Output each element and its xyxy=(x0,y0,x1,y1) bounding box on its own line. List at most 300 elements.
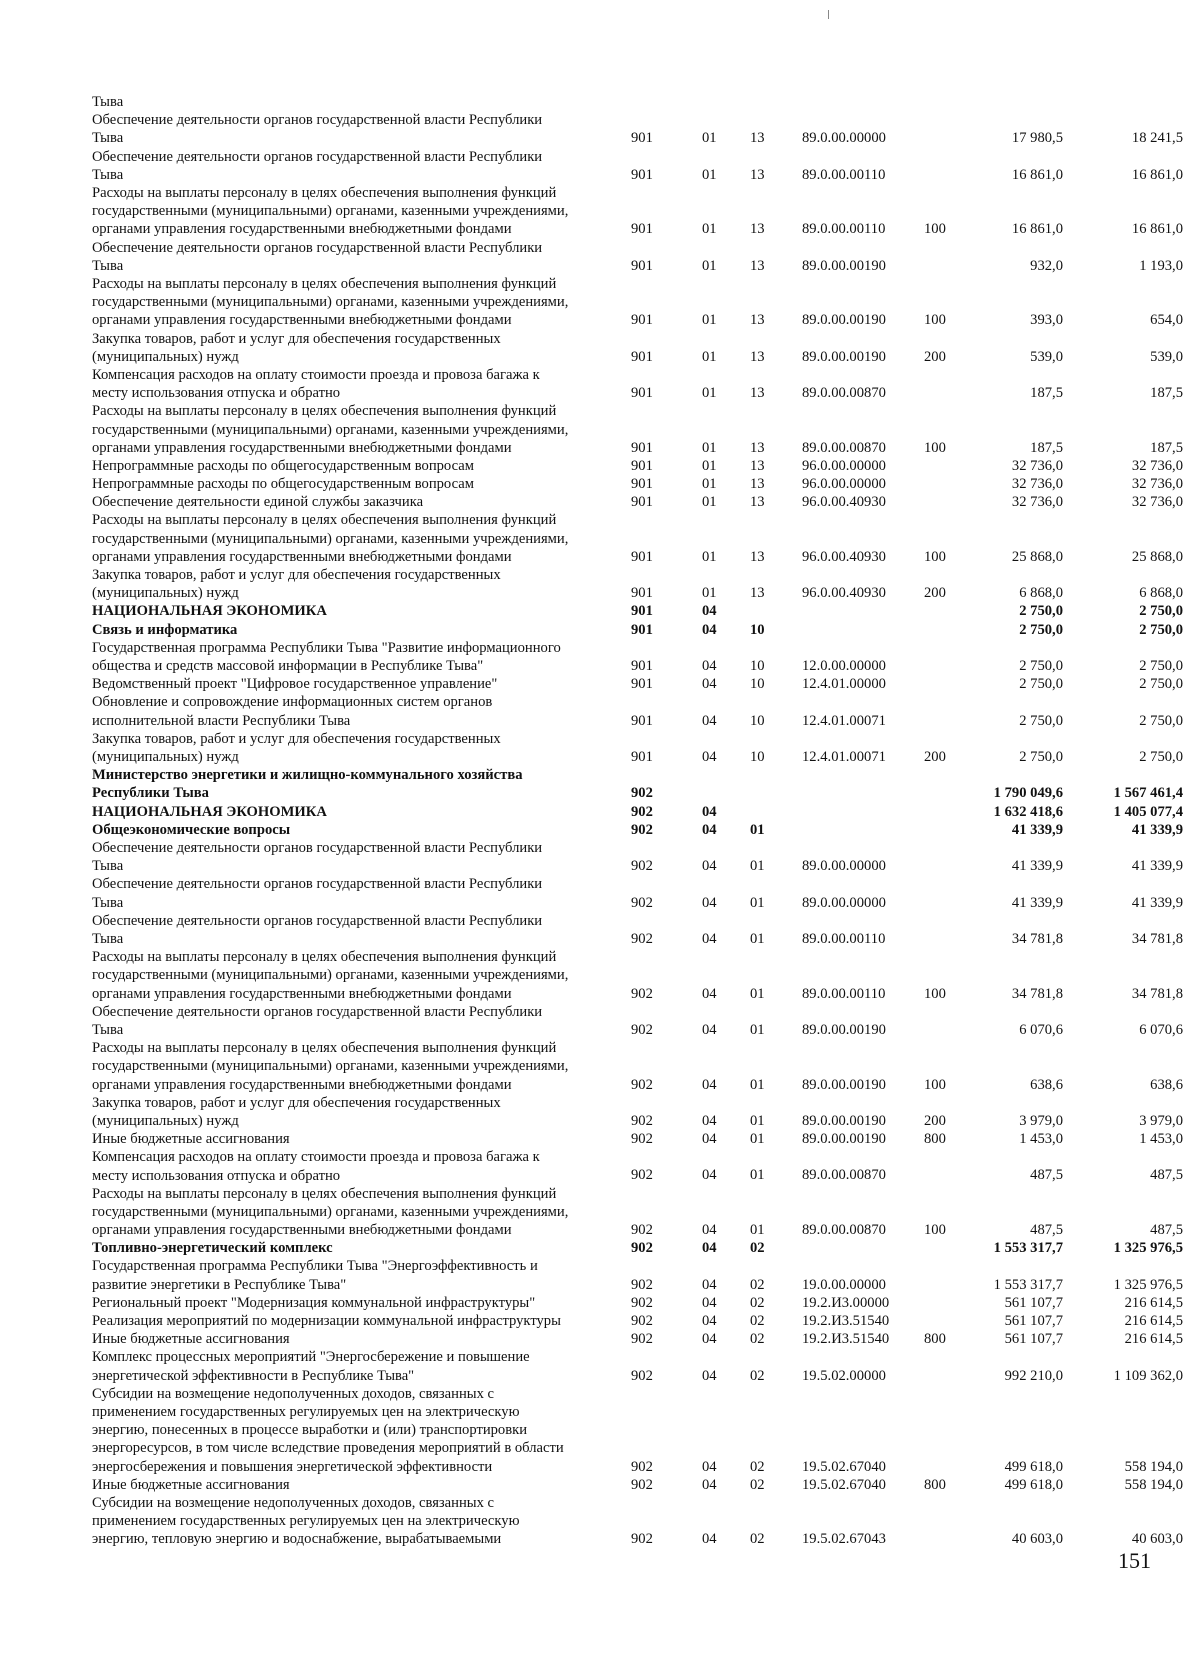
row-description xyxy=(92,1348,612,1384)
table-row xyxy=(0,457,1200,475)
subsection-code: 13 xyxy=(750,457,765,474)
amount-year-2: 41 339,9 xyxy=(1131,894,1183,911)
ministry-code: 902 xyxy=(631,1531,653,1548)
row-description xyxy=(92,730,612,766)
subsection-code: 13 xyxy=(750,348,765,365)
amount-year-2: 32 736,0 xyxy=(1131,457,1183,474)
table-row xyxy=(0,330,1200,366)
ministry-code: 901 xyxy=(631,476,653,493)
section-code: 01 xyxy=(702,585,717,602)
subsection-code: 02 xyxy=(750,1531,765,1548)
ministry-code: 902 xyxy=(631,1367,653,1384)
target-article-code: 12.4.01.00000 xyxy=(802,676,886,693)
description-line: развитие энергетики в Республике Тыва" xyxy=(92,1276,347,1293)
target-article-code: 89.0.00.00870 xyxy=(802,439,886,456)
row-description xyxy=(92,821,612,839)
description-line: Тыва xyxy=(92,257,124,274)
target-article-code: 19.5.02.67040 xyxy=(802,1458,886,1475)
description-line: Государственная программа Республики Тыва "Развитие информационного xyxy=(92,639,561,656)
section-code: 04 xyxy=(702,1331,717,1348)
amount-year-1: 2 750,0 xyxy=(1019,658,1063,675)
description-line: Расходы на выплаты персоналу в целях обеспечения выполнения функций xyxy=(92,184,557,201)
description-line: государственными (муниципальными) органами, казенными учреждениями, xyxy=(92,530,569,547)
description-line: Тыва xyxy=(92,930,124,947)
description-line: органами управления государственными внебюджетными фондами xyxy=(92,548,512,565)
amount-year-2: 216 614,5 xyxy=(1124,1294,1183,1311)
subsection-code: 02 xyxy=(750,1313,765,1330)
section-code: 04 xyxy=(702,1076,717,1093)
ministry-code: 901 xyxy=(631,348,653,365)
description-line: НАЦИОНАЛЬНАЯ ЭКОНОМИКА xyxy=(92,803,327,820)
amount-year-1: 2 750,0 xyxy=(1019,603,1063,620)
table-row xyxy=(0,111,1200,147)
amount-year-2: 32 736,0 xyxy=(1131,494,1183,511)
row-description xyxy=(92,93,612,111)
target-article-code: 89.0.00.00110 xyxy=(802,985,886,1002)
description-line: Тыва xyxy=(92,858,124,875)
amount-year-2: 487,5 xyxy=(1150,1222,1183,1239)
section-code: 04 xyxy=(702,1458,717,1475)
target-article-code: 89.0.00.00190 xyxy=(802,312,886,329)
target-article-code: 12.4.01.00071 xyxy=(802,749,886,765)
amount-year-2: 558 194,0 xyxy=(1124,1458,1183,1475)
amount-year-2: 2 750,0 xyxy=(1139,749,1183,765)
ministry-code: 902 xyxy=(631,858,653,875)
section-code: 01 xyxy=(702,494,717,511)
target-article-code: 12.4.01.00071 xyxy=(802,712,886,729)
amount-year-1: 1 553 317,7 xyxy=(993,1240,1063,1257)
table-row xyxy=(0,475,1200,493)
expense-type-code: 200 xyxy=(924,348,946,365)
amount-year-2: 1 325 976,5 xyxy=(1113,1240,1183,1257)
description-line: Компенсация расходов на оплату стоимости проезда и провоза багажа к xyxy=(92,366,540,383)
description-line: государственными (муниципальными) органами, казенными учреждениями, xyxy=(92,1058,569,1075)
amount-year-1: 41 339,9 xyxy=(1011,821,1063,838)
row-description xyxy=(92,366,612,402)
ministry-code: 902 xyxy=(631,1112,653,1129)
table-row xyxy=(0,675,1200,693)
target-article-code: 19.5.02.67043 xyxy=(802,1531,886,1548)
description-line: Закупка товаров, работ и услуг для обеспечения государственных xyxy=(92,330,501,347)
amount-year-1: 1 790 049,6 xyxy=(993,785,1063,802)
table-row xyxy=(0,821,1200,839)
ministry-code: 902 xyxy=(631,821,653,838)
section-code: 04 xyxy=(702,658,717,675)
subsection-code: 01 xyxy=(750,1167,765,1184)
table-row xyxy=(0,493,1200,511)
row-description xyxy=(92,184,612,239)
section-code: 04 xyxy=(702,821,717,838)
section-code: 01 xyxy=(702,166,717,183)
amount-year-2: 2 750,0 xyxy=(1139,621,1183,638)
table-row xyxy=(0,1148,1200,1184)
subsection-code: 02 xyxy=(750,1240,765,1257)
table-row xyxy=(0,366,1200,402)
description-line: Непрограммные расходы по общегосударственным вопросам xyxy=(92,457,474,474)
description-line: Тыва xyxy=(92,130,124,147)
ministry-code: 901 xyxy=(631,494,653,511)
amount-year-2: 1 325 976,5 xyxy=(1113,1276,1183,1293)
target-article-code: 19.5.02.67040 xyxy=(802,1476,886,1493)
table-row xyxy=(0,239,1200,275)
expense-type-code: 100 xyxy=(924,1222,946,1239)
amount-year-1: 561 107,7 xyxy=(1004,1294,1063,1311)
row-description xyxy=(92,639,612,675)
description-line: Ведомственный проект "Цифровое государственное управление" xyxy=(92,676,498,693)
ministry-code: 901 xyxy=(631,457,653,474)
amount-year-2: 40 603,0 xyxy=(1131,1531,1183,1548)
row-description xyxy=(92,1039,612,1094)
description-line: органами управления государственными внебюджетными фондами xyxy=(92,985,512,1002)
ministry-code: 902 xyxy=(631,1331,653,1348)
subsection-code: 13 xyxy=(750,585,765,602)
ministry-code: 901 xyxy=(631,712,653,729)
amount-year-1: 2 750,0 xyxy=(1019,712,1063,729)
target-article-code: 96.0.00.40930 xyxy=(802,494,886,511)
amount-year-1: 561 107,7 xyxy=(1004,1331,1063,1348)
amount-year-1: 1 453,0 xyxy=(1019,1131,1063,1148)
amount-year-2: 2 750,0 xyxy=(1139,603,1183,620)
row-description xyxy=(92,803,612,821)
row-description xyxy=(92,1312,612,1330)
description-line: Связь и информатика xyxy=(92,621,238,638)
amount-year-2: 34 781,8 xyxy=(1131,985,1183,1002)
section-code: 01 xyxy=(702,257,717,274)
section-code: 01 xyxy=(702,312,717,329)
target-article-code: 96.0.00.00000 xyxy=(802,457,886,474)
amount-year-2: 2 750,0 xyxy=(1139,658,1183,675)
description-line: Реализация мероприятий по модернизации коммунальной инфраструктуры xyxy=(92,1313,561,1330)
amount-year-1: 32 736,0 xyxy=(1011,494,1063,511)
row-description xyxy=(92,675,612,693)
target-article-code: 12.0.00.00000 xyxy=(802,658,886,675)
description-line: НАЦИОНАЛЬНАЯ ЭКОНОМИКА xyxy=(92,603,327,620)
row-description xyxy=(92,839,612,875)
amount-year-1: 6 070,6 xyxy=(1019,1021,1063,1038)
table-row xyxy=(0,148,1200,184)
table-row xyxy=(0,1039,1200,1094)
table-row xyxy=(0,402,1200,457)
description-line: Закупка товаров, работ и услуг для обеспечения государственных xyxy=(92,730,501,747)
section-code: 04 xyxy=(702,1531,717,1548)
description-line: применением государственных регулируемых цен на электрическую xyxy=(92,1513,520,1530)
amount-year-1: 17 980,5 xyxy=(1011,130,1063,147)
ministry-code: 902 xyxy=(631,1131,653,1148)
target-article-code: 89.0.00.00870 xyxy=(802,385,886,402)
section-code: 04 xyxy=(702,1313,717,1330)
row-description xyxy=(92,330,612,366)
description-line: энергию, тепловую энергию и водоснабжение, вырабатываемыми xyxy=(92,1531,502,1548)
description-line: Общеэкономические вопросы xyxy=(92,821,291,838)
row-description xyxy=(92,693,612,729)
expense-type-code: 100 xyxy=(924,312,946,329)
target-article-code: 96.0.00.40930 xyxy=(802,548,886,565)
section-code: 04 xyxy=(702,1294,717,1311)
row-description xyxy=(92,1003,612,1039)
subsection-code: 02 xyxy=(750,1331,765,1348)
subsection-code: 02 xyxy=(750,1476,765,1493)
table-row xyxy=(0,1494,1200,1549)
amount-year-1: 6 868,0 xyxy=(1019,585,1063,602)
row-description xyxy=(92,148,612,184)
amount-year-2: 216 614,5 xyxy=(1124,1313,1183,1330)
target-article-code: 89.0.00.00190 xyxy=(802,1112,886,1129)
section-code: 01 xyxy=(702,457,717,474)
description-line: государственными (муниципальными) органами, казенными учреждениями, xyxy=(92,421,569,438)
section-code: 01 xyxy=(702,476,717,493)
amount-year-1: 41 339,9 xyxy=(1011,894,1063,911)
description-line: Обновление и сопровождение информационных систем органов xyxy=(92,694,493,711)
subsection-code: 13 xyxy=(750,385,765,402)
expense-type-code: 100 xyxy=(924,985,946,1002)
description-line: Расходы на выплаты персоналу в целях обеспечения выполнения функций xyxy=(92,275,557,292)
ministry-code: 902 xyxy=(631,1458,653,1475)
subsection-code: 02 xyxy=(750,1276,765,1293)
ministry-code: 901 xyxy=(631,221,653,238)
row-description xyxy=(92,602,612,620)
target-article-code: 96.0.00.40930 xyxy=(802,585,886,602)
subsection-code: 10 xyxy=(750,676,765,693)
description-line: государственными (муниципальными) органами, казенными учреждениями, xyxy=(92,1203,569,1220)
description-line: Комплекс процессных мероприятий "Энергосбережение и повышение xyxy=(92,1349,530,1366)
ministry-code: 902 xyxy=(631,1167,653,1184)
amount-year-2: 638,6 xyxy=(1150,1076,1183,1093)
row-description xyxy=(92,402,612,457)
description-line: государственными (муниципальными) органами, казенными учреждениями, xyxy=(92,294,569,311)
target-article-code: 89.0.00.00870 xyxy=(802,1222,886,1239)
description-line: Расходы на выплаты персоналу в целях обеспечения выполнения функций xyxy=(92,512,557,529)
target-article-code: 89.0.00.00110 xyxy=(802,166,886,183)
ministry-code: 901 xyxy=(631,603,653,620)
ministry-code: 902 xyxy=(631,1076,653,1093)
row-description xyxy=(92,766,612,802)
amount-year-1: 2 750,0 xyxy=(1019,621,1063,638)
table-row xyxy=(0,184,1200,239)
amount-year-1: 638,6 xyxy=(1030,1076,1063,1093)
target-article-code: 89.0.00.00870 xyxy=(802,1167,886,1184)
amount-year-1: 1 632 418,6 xyxy=(993,803,1063,820)
ministry-code: 901 xyxy=(631,658,653,675)
row-description xyxy=(92,493,612,511)
description-line: Обеспечение деятельности единой службы заказчика xyxy=(92,494,424,511)
amount-year-1: 561 107,7 xyxy=(1004,1313,1063,1330)
table-row xyxy=(0,566,1200,602)
table-row xyxy=(0,1239,1200,1257)
row-description xyxy=(92,1130,612,1148)
row-description xyxy=(92,239,612,275)
description-line: Тыва xyxy=(92,94,124,110)
section-code: 04 xyxy=(702,1021,717,1038)
ministry-code: 902 xyxy=(631,1294,653,1311)
target-article-code: 19.2.И3.00000 xyxy=(802,1294,890,1311)
amount-year-1: 487,5 xyxy=(1030,1167,1063,1184)
expense-type-code: 800 xyxy=(924,1476,946,1493)
subsection-code: 10 xyxy=(750,712,765,729)
row-description xyxy=(92,1330,612,1348)
description-line: Компенсация расходов на оплату стоимости проезда и провоза багажа к xyxy=(92,1149,540,1166)
description-line: Обеспечение деятельности органов государственной власти Республики xyxy=(92,839,543,856)
ministry-code: 901 xyxy=(631,621,653,638)
description-line: Расходы на выплаты персоналу в целях обеспечения выполнения функций xyxy=(92,1185,557,1202)
description-line: Обеспечение деятельности органов государственной власти Республики xyxy=(92,148,543,165)
table-row xyxy=(0,1385,1200,1476)
amount-year-1: 34 781,8 xyxy=(1011,930,1063,947)
target-article-code: 89.0.00.00000 xyxy=(802,894,886,911)
description-line: Расходы на выплаты персоналу в целях обеспечения выполнения функций xyxy=(92,949,557,966)
table-row xyxy=(0,1185,1200,1240)
row-description xyxy=(92,1094,612,1130)
row-description xyxy=(92,948,612,1003)
description-line: Министерство энергетики и жилищно-коммунального хозяйства xyxy=(92,767,523,784)
ministry-code: 902 xyxy=(631,1222,653,1239)
amount-year-2: 25 868,0 xyxy=(1131,548,1183,565)
description-line: Обеспечение деятельности органов государственной власти Республики xyxy=(92,112,543,129)
table-row xyxy=(0,93,1200,111)
section-code: 04 xyxy=(702,676,717,693)
amount-year-1: 16 861,0 xyxy=(1011,166,1063,183)
amount-year-1: 32 736,0 xyxy=(1011,476,1063,493)
description-line: энергоресурсов, в том числе вследствие проведения мероприятий в области xyxy=(92,1440,564,1457)
table-row xyxy=(0,803,1200,821)
subsection-code: 01 xyxy=(750,985,765,1002)
subsection-code: 10 xyxy=(750,621,765,638)
expense-type-code: 800 xyxy=(924,1131,946,1148)
table-row xyxy=(0,602,1200,620)
description-line: Иные бюджетные ассигнования xyxy=(92,1476,290,1493)
amount-year-2: 6 868,0 xyxy=(1139,585,1183,602)
description-line: Непрограммные расходы по общегосударственным вопросам xyxy=(92,476,474,493)
subsection-code: 01 xyxy=(750,1131,765,1148)
description-line: Обеспечение деятельности органов государственной власти Республики xyxy=(92,876,543,893)
amount-year-2: 216 614,5 xyxy=(1124,1331,1183,1348)
subsection-code: 13 xyxy=(750,130,765,147)
amount-year-1: 487,5 xyxy=(1030,1222,1063,1239)
description-line: применением государственных регулируемых цен на электрическую xyxy=(92,1404,520,1421)
table-row xyxy=(0,621,1200,639)
amount-year-2: 18 241,5 xyxy=(1131,130,1183,147)
section-code: 04 xyxy=(702,1276,717,1293)
expense-type-code: 100 xyxy=(924,1076,946,1093)
section-code: 04 xyxy=(702,1131,717,1148)
section-code: 04 xyxy=(702,1222,717,1239)
row-description xyxy=(92,457,612,475)
subsection-code: 01 xyxy=(750,1112,765,1129)
ministry-code: 901 xyxy=(631,312,653,329)
table-row xyxy=(0,875,1200,911)
section-code: 01 xyxy=(702,548,717,565)
ministry-code: 901 xyxy=(631,585,653,602)
amount-year-2: 41 339,9 xyxy=(1131,858,1183,875)
amount-year-1: 25 868,0 xyxy=(1011,548,1063,565)
row-description xyxy=(92,511,612,566)
amount-year-1: 16 861,0 xyxy=(1011,221,1063,238)
table-row xyxy=(0,1476,1200,1494)
description-line: энергию, понесенных в процессе выработки и (или) транспортировки xyxy=(92,1422,528,1439)
amount-year-2: 1 109 362,0 xyxy=(1113,1367,1183,1384)
subsection-code: 10 xyxy=(750,658,765,675)
amount-year-2: 6 070,6 xyxy=(1139,1021,1183,1038)
section-code: 04 xyxy=(702,894,717,911)
page-number: 151 xyxy=(1118,1548,1151,1573)
description-line: Тыва xyxy=(92,894,124,911)
description-line: общества и средств массовой информации в Республике Тыва" xyxy=(92,658,484,675)
row-description xyxy=(92,111,612,147)
row-description xyxy=(92,1239,612,1257)
description-line: органами управления государственными внебюджетными фондами xyxy=(92,1076,512,1093)
ministry-code: 902 xyxy=(631,803,653,820)
ministry-code: 902 xyxy=(631,894,653,911)
row-description xyxy=(92,1185,612,1240)
description-line: Региональный проект "Модернизация коммунальной инфраструктуры" xyxy=(92,1294,536,1311)
section-code: 04 xyxy=(702,1476,717,1493)
ministry-code: 901 xyxy=(631,676,653,693)
ministry-code: 902 xyxy=(631,1240,653,1257)
table-row xyxy=(0,1257,1200,1293)
expense-type-code: 200 xyxy=(924,1112,946,1129)
section-code: 04 xyxy=(702,712,717,729)
section-code: 04 xyxy=(702,1367,717,1384)
ministry-code: 902 xyxy=(631,1021,653,1038)
section-code: 04 xyxy=(702,1240,717,1257)
description-line: Обеспечение деятельности органов государственной власти Республики xyxy=(92,912,543,929)
row-description xyxy=(92,1148,612,1184)
row-description xyxy=(92,912,612,948)
subsection-code: 02 xyxy=(750,1367,765,1384)
target-article-code: 89.0.00.00190 xyxy=(802,1021,886,1038)
table-row xyxy=(0,511,1200,566)
amount-year-1: 32 736,0 xyxy=(1011,457,1063,474)
amount-year-1: 41 339,9 xyxy=(1011,858,1063,875)
subsection-code: 13 xyxy=(750,221,765,238)
amount-year-1: 2 750,0 xyxy=(1019,749,1063,765)
subsection-code: 13 xyxy=(750,494,765,511)
amount-year-2: 187,5 xyxy=(1150,439,1183,456)
amount-year-1: 992 210,0 xyxy=(1004,1367,1063,1384)
description-line: Иные бюджетные ассигнования xyxy=(92,1131,290,1148)
row-description xyxy=(92,1257,612,1293)
description-line: Закупка товаров, работ и услуг для обеспечения государственных xyxy=(92,567,501,584)
subsection-code: 01 xyxy=(750,1021,765,1038)
subsection-code: 01 xyxy=(750,858,765,875)
description-line: Государственная программа Республики Тыва "Энергоэффективность и xyxy=(92,1258,538,1275)
table-row xyxy=(0,1312,1200,1330)
table-row xyxy=(0,912,1200,948)
description-line: (муниципальных) нужд xyxy=(92,1112,239,1129)
description-line: Тыва xyxy=(92,166,124,183)
table-row xyxy=(0,275,1200,330)
row-description xyxy=(92,1294,612,1312)
expense-type-code: 200 xyxy=(924,749,946,765)
description-line: энергосбережения и повышения энергетической эффективности xyxy=(92,1458,493,1475)
amount-year-2: 34 781,8 xyxy=(1131,930,1183,947)
subsection-code: 13 xyxy=(750,166,765,183)
ministry-code: 902 xyxy=(631,1276,653,1293)
target-article-code: 89.0.00.00190 xyxy=(802,1131,886,1148)
amount-year-1: 932,0 xyxy=(1030,257,1063,274)
amount-year-2: 16 861,0 xyxy=(1131,166,1183,183)
description-line: органами управления государственными внебюджетными фондами xyxy=(92,312,512,329)
table-row xyxy=(0,639,1200,675)
description-line: органами управления государственными внебюджетными фондами xyxy=(92,221,512,238)
description-line: (муниципальных) нужд xyxy=(92,749,239,766)
amount-year-1: 499 618,0 xyxy=(1004,1458,1063,1475)
ministry-code: 901 xyxy=(631,130,653,147)
subsection-code: 13 xyxy=(750,312,765,329)
subsection-code: 13 xyxy=(750,548,765,565)
target-article-code: 19.0.00.00000 xyxy=(802,1276,886,1293)
section-code: 04 xyxy=(702,985,717,1002)
subsection-code: 01 xyxy=(750,894,765,911)
